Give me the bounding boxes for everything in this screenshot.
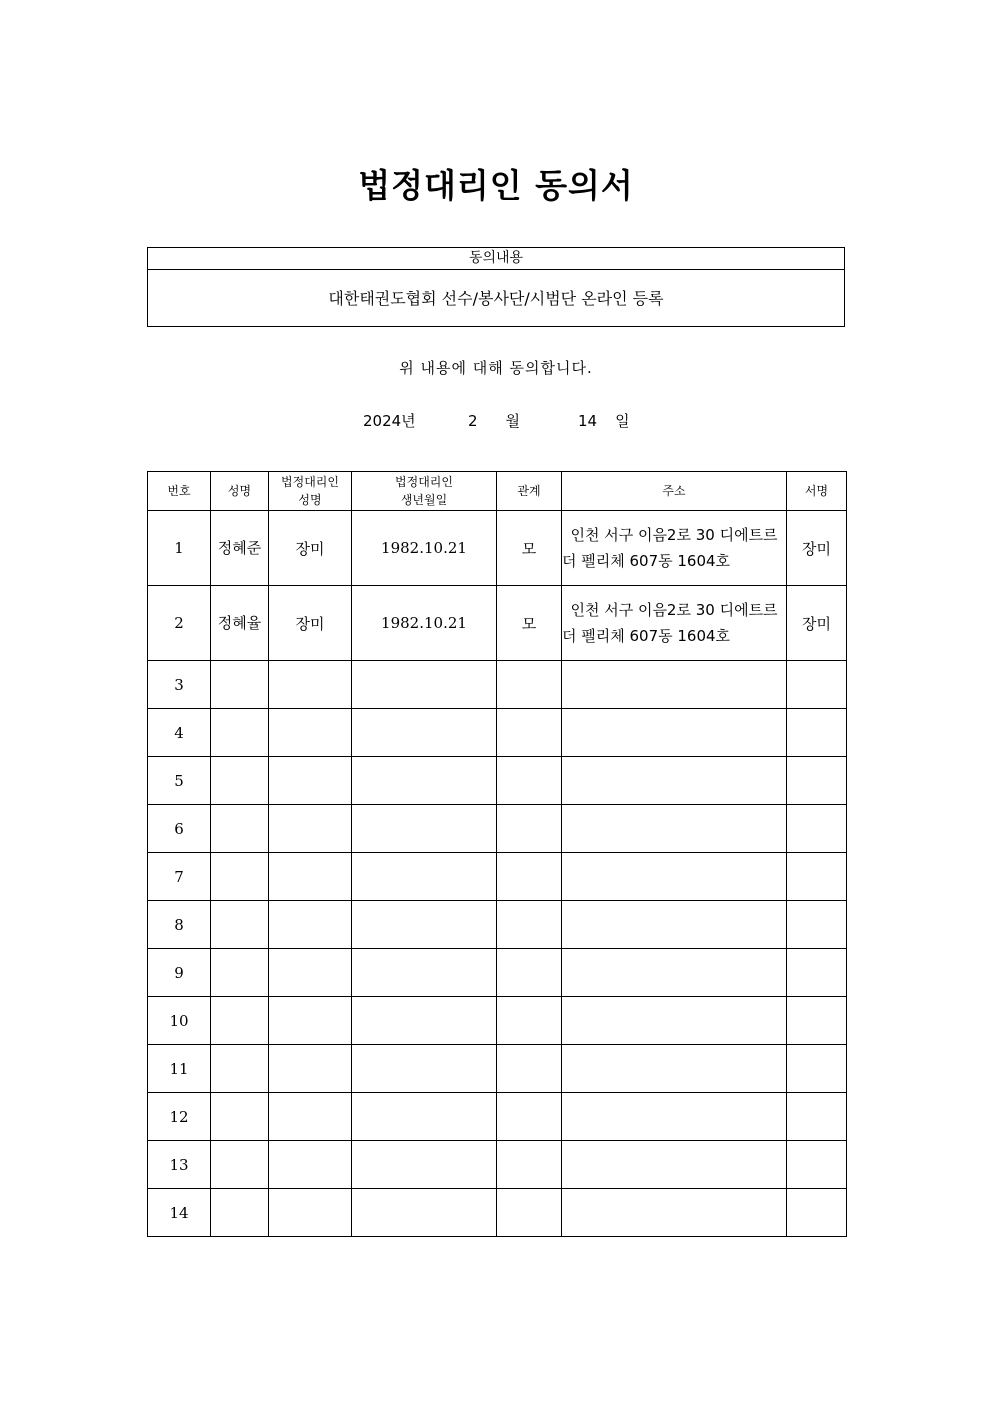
row-number: 13 bbox=[148, 1141, 211, 1189]
row-signature bbox=[787, 901, 847, 949]
row-guardian-birth bbox=[352, 661, 497, 709]
date-month-value: 2 bbox=[468, 412, 478, 430]
header-guardian-birth: 법정대리인 생년월일 bbox=[352, 472, 497, 511]
row-guardian-name bbox=[269, 757, 352, 805]
row-number: 7 bbox=[148, 853, 211, 901]
row-number: 1 bbox=[148, 511, 211, 586]
row-number: 9 bbox=[148, 949, 211, 997]
header-guardian-name: 법정대리인 성명 bbox=[269, 472, 352, 511]
table-row bbox=[148, 1189, 847, 1237]
consent-content-box bbox=[147, 247, 845, 327]
row-name bbox=[211, 853, 269, 901]
row-address bbox=[562, 805, 787, 853]
row-address: 인천 서구 이음2로 30 디에트르 더 펠리체 607동 1604호 bbox=[562, 511, 787, 586]
row-name: 정혜준 bbox=[211, 511, 269, 586]
row-address bbox=[562, 757, 787, 805]
row-guardian-birth bbox=[352, 805, 497, 853]
row-guardian-name bbox=[269, 1093, 352, 1141]
row-guardian-name bbox=[269, 709, 352, 757]
row-name bbox=[211, 1141, 269, 1189]
row-relation bbox=[497, 1189, 562, 1237]
row-relation bbox=[497, 949, 562, 997]
row-signature bbox=[787, 1141, 847, 1189]
table-row bbox=[148, 997, 847, 1045]
row-name bbox=[211, 661, 269, 709]
row-address bbox=[562, 949, 787, 997]
row-number: 12 bbox=[148, 1093, 211, 1141]
row-relation bbox=[497, 853, 562, 901]
row-signature bbox=[787, 1189, 847, 1237]
date-day-value: 14 bbox=[578, 412, 598, 430]
header-no: 번호 bbox=[148, 472, 211, 511]
row-name bbox=[211, 805, 269, 853]
table-row bbox=[148, 709, 847, 757]
row-address bbox=[562, 901, 787, 949]
row-relation bbox=[497, 901, 562, 949]
row-signature bbox=[787, 997, 847, 1045]
row-guardian-name bbox=[269, 853, 352, 901]
row-address bbox=[562, 853, 787, 901]
header-signature: 서명 bbox=[787, 472, 847, 511]
date-day-unit: 일 bbox=[615, 412, 630, 430]
table-body bbox=[148, 511, 847, 1237]
row-guardian-name: 장미 bbox=[269, 511, 352, 586]
row-name bbox=[211, 1189, 269, 1237]
guardian-roster-table bbox=[147, 471, 847, 1237]
header-address: 주소 bbox=[562, 472, 787, 511]
table-row bbox=[148, 805, 847, 853]
row-relation bbox=[497, 709, 562, 757]
row-relation: 모 bbox=[497, 586, 562, 661]
row-number: 14 bbox=[148, 1189, 211, 1237]
row-signature: 장미 bbox=[787, 586, 847, 661]
row-name bbox=[211, 709, 269, 757]
row-relation: 모 bbox=[497, 511, 562, 586]
row-guardian-name bbox=[269, 1189, 352, 1237]
table-row bbox=[148, 901, 847, 949]
table-row bbox=[148, 757, 847, 805]
row-address bbox=[562, 709, 787, 757]
row-signature bbox=[787, 1093, 847, 1141]
row-guardian-name bbox=[269, 949, 352, 997]
row-guardian-name bbox=[269, 1045, 352, 1093]
row-signature bbox=[787, 661, 847, 709]
table-row bbox=[148, 853, 847, 901]
row-guardian-birth bbox=[352, 997, 497, 1045]
row-guardian-birth bbox=[352, 853, 497, 901]
date-year: 2024년 bbox=[363, 412, 416, 430]
row-address bbox=[562, 997, 787, 1045]
row-guardian-name bbox=[269, 661, 352, 709]
row-guardian-birth bbox=[352, 1093, 497, 1141]
row-number: 3 bbox=[148, 661, 211, 709]
row-relation bbox=[497, 1045, 562, 1093]
row-signature bbox=[787, 709, 847, 757]
row-signature bbox=[787, 1045, 847, 1093]
header-relation: 관계 bbox=[497, 472, 562, 511]
table-row bbox=[148, 586, 847, 661]
date-day bbox=[578, 410, 630, 431]
agree-statement: 위 내용에 대해 동의합니다. bbox=[399, 359, 593, 377]
row-number: 11 bbox=[148, 1045, 211, 1093]
row-relation bbox=[497, 757, 562, 805]
row-guardian-birth: 1982.10.21 bbox=[352, 586, 497, 661]
row-guardian-birth bbox=[352, 949, 497, 997]
row-guardian-birth bbox=[352, 1141, 497, 1189]
date-month-unit: 월 bbox=[505, 412, 521, 430]
row-number: 6 bbox=[148, 805, 211, 853]
row-guardian-name bbox=[269, 901, 352, 949]
row-address: 인천 서구 이음2로 30 디에트르 더 펠리체 607동 1604호 bbox=[562, 586, 787, 661]
row-relation bbox=[497, 997, 562, 1045]
row-name bbox=[211, 997, 269, 1045]
row-address bbox=[562, 1141, 787, 1189]
row-address bbox=[562, 1189, 787, 1237]
table-row bbox=[148, 1093, 847, 1141]
table-header-row bbox=[148, 472, 847, 511]
row-guardian-birth: 1982.10.21 bbox=[352, 511, 497, 586]
consent-content-header: 동의내용 bbox=[148, 248, 844, 270]
row-number: 4 bbox=[148, 709, 211, 757]
row-number: 8 bbox=[148, 901, 211, 949]
row-name bbox=[211, 757, 269, 805]
table-row bbox=[148, 511, 847, 586]
row-address bbox=[562, 661, 787, 709]
row-guardian-name: 장미 bbox=[269, 586, 352, 661]
row-signature: 장미 bbox=[787, 511, 847, 586]
row-name: 정혜율 bbox=[211, 586, 269, 661]
row-signature bbox=[787, 805, 847, 853]
row-number: 10 bbox=[148, 997, 211, 1045]
row-signature bbox=[787, 949, 847, 997]
row-relation bbox=[497, 1093, 562, 1141]
row-guardian-birth bbox=[352, 709, 497, 757]
row-name bbox=[211, 1045, 269, 1093]
row-relation bbox=[497, 805, 562, 853]
row-guardian-birth bbox=[352, 1189, 497, 1237]
row-signature bbox=[787, 853, 847, 901]
row-address bbox=[562, 1045, 787, 1093]
table-row bbox=[148, 949, 847, 997]
row-number: 2 bbox=[148, 586, 211, 661]
row-relation bbox=[497, 1141, 562, 1189]
consent-content-text: 대한태권도협회 선수/봉사단/시범단 온라인 등록 bbox=[328, 289, 664, 308]
row-number: 5 bbox=[148, 757, 211, 805]
table-row bbox=[148, 661, 847, 709]
table-row bbox=[148, 1141, 847, 1189]
table-row bbox=[148, 1045, 847, 1093]
row-guardian-birth bbox=[352, 757, 497, 805]
row-guardian-birth bbox=[352, 901, 497, 949]
row-guardian-name bbox=[269, 997, 352, 1045]
row-name bbox=[211, 1093, 269, 1141]
row-name bbox=[211, 901, 269, 949]
row-guardian-birth bbox=[352, 1045, 497, 1093]
row-signature bbox=[787, 757, 847, 805]
header-name: 성명 bbox=[211, 472, 269, 511]
date-month bbox=[468, 410, 520, 431]
row-guardian-name bbox=[269, 805, 352, 853]
row-address bbox=[562, 1093, 787, 1141]
document-title: 법정대리인 동의서 bbox=[358, 166, 634, 205]
row-guardian-name bbox=[269, 1141, 352, 1189]
row-name bbox=[211, 949, 269, 997]
row-relation bbox=[497, 661, 562, 709]
